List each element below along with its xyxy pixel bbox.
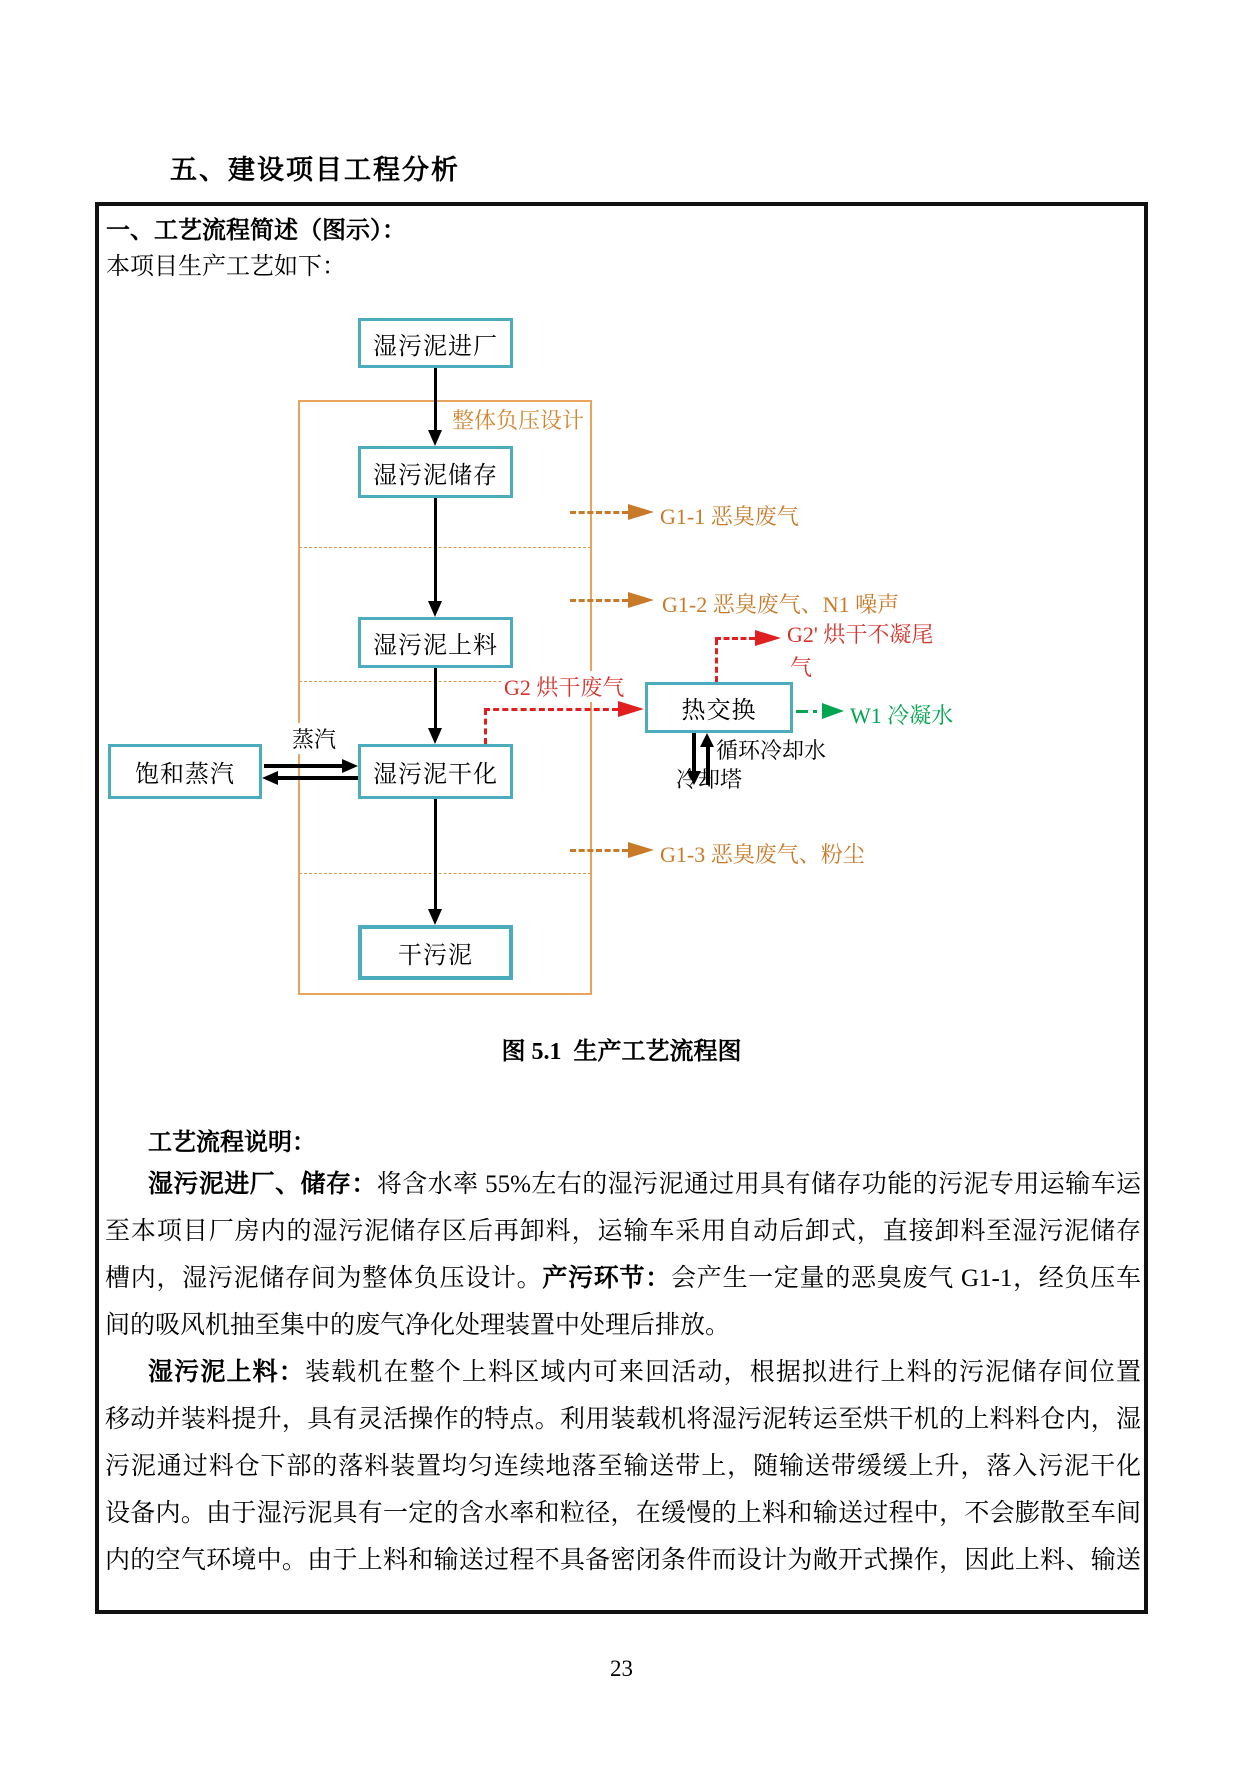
paragraph-lead: 产污环节：	[542, 1265, 671, 1292]
w1-line-dash	[796, 710, 808, 713]
g2-prime-label-line2: 气	[790, 655, 813, 680]
paragraph-text: 污泥通过料仓下部的落料装置均匀连续地落至输送带上，随输送带缓缓上升，落入污泥干化	[105, 1453, 1141, 1480]
down-arrow-icon	[428, 909, 442, 925]
right-arrow-icon	[628, 842, 654, 858]
description-line	[105, 1537, 1141, 1584]
flow-line-3	[434, 668, 437, 728]
right-arrow-icon	[618, 701, 644, 717]
description-line	[105, 1490, 1141, 1537]
figure-caption: 图 5.1 生产工艺流程图	[501, 1039, 742, 1065]
paragraph-text: 移动并装料提升，具有灵活操作的特点。利用装载机将湿污泥转运至烘干机的上料料仓内，湿	[105, 1406, 1141, 1433]
circulating-cooling-water-label: 循环冷却水	[716, 738, 827, 763]
description-line	[105, 1161, 1141, 1208]
paragraph-text: 内的空气环境中。由于上料和输送过程不具备密闭条件而设计为敞开式操作，因此上料、输送	[105, 1547, 1141, 1574]
paragraph-text: 槽内，湿污泥储存间为整体负压设计。	[105, 1265, 543, 1292]
right-arrow-icon	[822, 703, 844, 719]
w1-line-dot	[813, 710, 817, 713]
flow-line-4	[434, 799, 437, 909]
g2-label: G2 烘干废气	[502, 671, 626, 702]
description-line	[105, 1302, 1141, 1349]
flow-line-1	[434, 368, 437, 430]
section-divider-1	[299, 547, 591, 548]
g2-line-vertical	[484, 709, 487, 744]
paragraph-lead: 湿污泥上料：	[148, 1359, 305, 1386]
g2-prime-line-horizontal	[715, 637, 755, 640]
paragraph-lead: 湿污泥进厂、储存：	[148, 1171, 377, 1198]
g1-1-label: G1-1 恶臭废气	[660, 504, 799, 529]
page-title: 五、建设项目工程分析	[170, 155, 460, 185]
down-arrow-icon	[428, 728, 442, 744]
g2-prime-label-line1: G2' 烘干不凝尾	[787, 622, 934, 647]
section-heading: 一、工艺流程简述（图示）：	[106, 217, 406, 244]
right-arrow-icon	[342, 759, 358, 773]
description-line	[105, 1349, 1141, 1396]
section-divider-3	[299, 873, 591, 874]
flow-node-wet-sludge-drying: 湿污泥干化	[358, 744, 513, 799]
right-arrow-icon	[628, 504, 654, 520]
paragraph-text: 设备内。由于湿污泥具有一定的含水率和粒径，在缓慢的上料和输送过程中，不会膨散至车间	[105, 1500, 1141, 1527]
negative-pressure-label: 整体负压设计	[452, 408, 585, 433]
paragraph-text: 将含水率 55%左右的湿污泥通过用具有储存功能的污泥专用运输车运	[376, 1171, 1141, 1198]
cooling-tower-label: 冷却塔	[676, 767, 743, 792]
down-arrow-icon	[428, 601, 442, 617]
flow-node-saturated-steam: 饱和蒸汽	[108, 744, 262, 799]
paragraph-text: 至本项目厂房内的湿污泥储存区后再卸料，运输车采用自动后卸式，直接卸料至湿污泥储存	[105, 1218, 1141, 1245]
up-arrow-icon	[700, 733, 714, 747]
flow-node-dry-sludge: 干污泥	[358, 925, 513, 980]
right-arrow-icon	[628, 592, 654, 608]
paragraph-text: 会产生一定量的恶臭废气 G1-1，经负压车	[671, 1265, 1141, 1292]
g1-3-arrow-line	[570, 849, 628, 852]
flow-node-heat-exchanger: 热交换	[645, 682, 793, 733]
down-arrow-icon	[428, 430, 442, 446]
description-line	[105, 1255, 1141, 1302]
description-paragraphs	[105, 1161, 1141, 1584]
g1-1-arrow-line	[570, 511, 628, 514]
flow-node-wet-sludge-storage: 湿污泥储存	[358, 446, 513, 498]
paragraph-text: 间的吸风机抽至集中的废气净化处理装置中处理后排放。	[105, 1312, 731, 1339]
intro-text: 本项目生产工艺如下：	[106, 254, 346, 280]
description-line	[105, 1208, 1141, 1255]
g2-line-horizontal	[484, 708, 618, 711]
page-number: 23	[610, 1656, 633, 1681]
steam-arrow-right-line	[264, 764, 344, 768]
description-line	[105, 1396, 1141, 1443]
steam-label: 蒸汽	[290, 723, 338, 754]
w1-label: W1 冷凝水	[850, 703, 954, 728]
left-arrow-icon	[262, 771, 278, 785]
flow-node-wet-sludge-entry: 湿污泥进厂	[358, 318, 513, 368]
paragraph-text: 装载机在整个上料区域内可来回活动，根据拟进行上料的污泥储存间位置	[304, 1359, 1141, 1386]
description-heading: 工艺流程说明：	[148, 1129, 316, 1156]
g1-3-label: G1-3 恶臭废气、粉尘	[660, 842, 865, 867]
g1-2-label: G1-2 恶臭废气、N1 噪声	[662, 592, 900, 617]
g2-prime-line-vertical	[715, 639, 718, 682]
flow-node-wet-sludge-feeding: 湿污泥上料	[358, 617, 513, 668]
right-arrow-icon	[755, 630, 781, 646]
steam-arrow-left-line	[278, 776, 358, 780]
g1-2-arrow-line	[570, 599, 628, 602]
flow-line-2	[434, 498, 437, 601]
description-line	[105, 1443, 1141, 1490]
